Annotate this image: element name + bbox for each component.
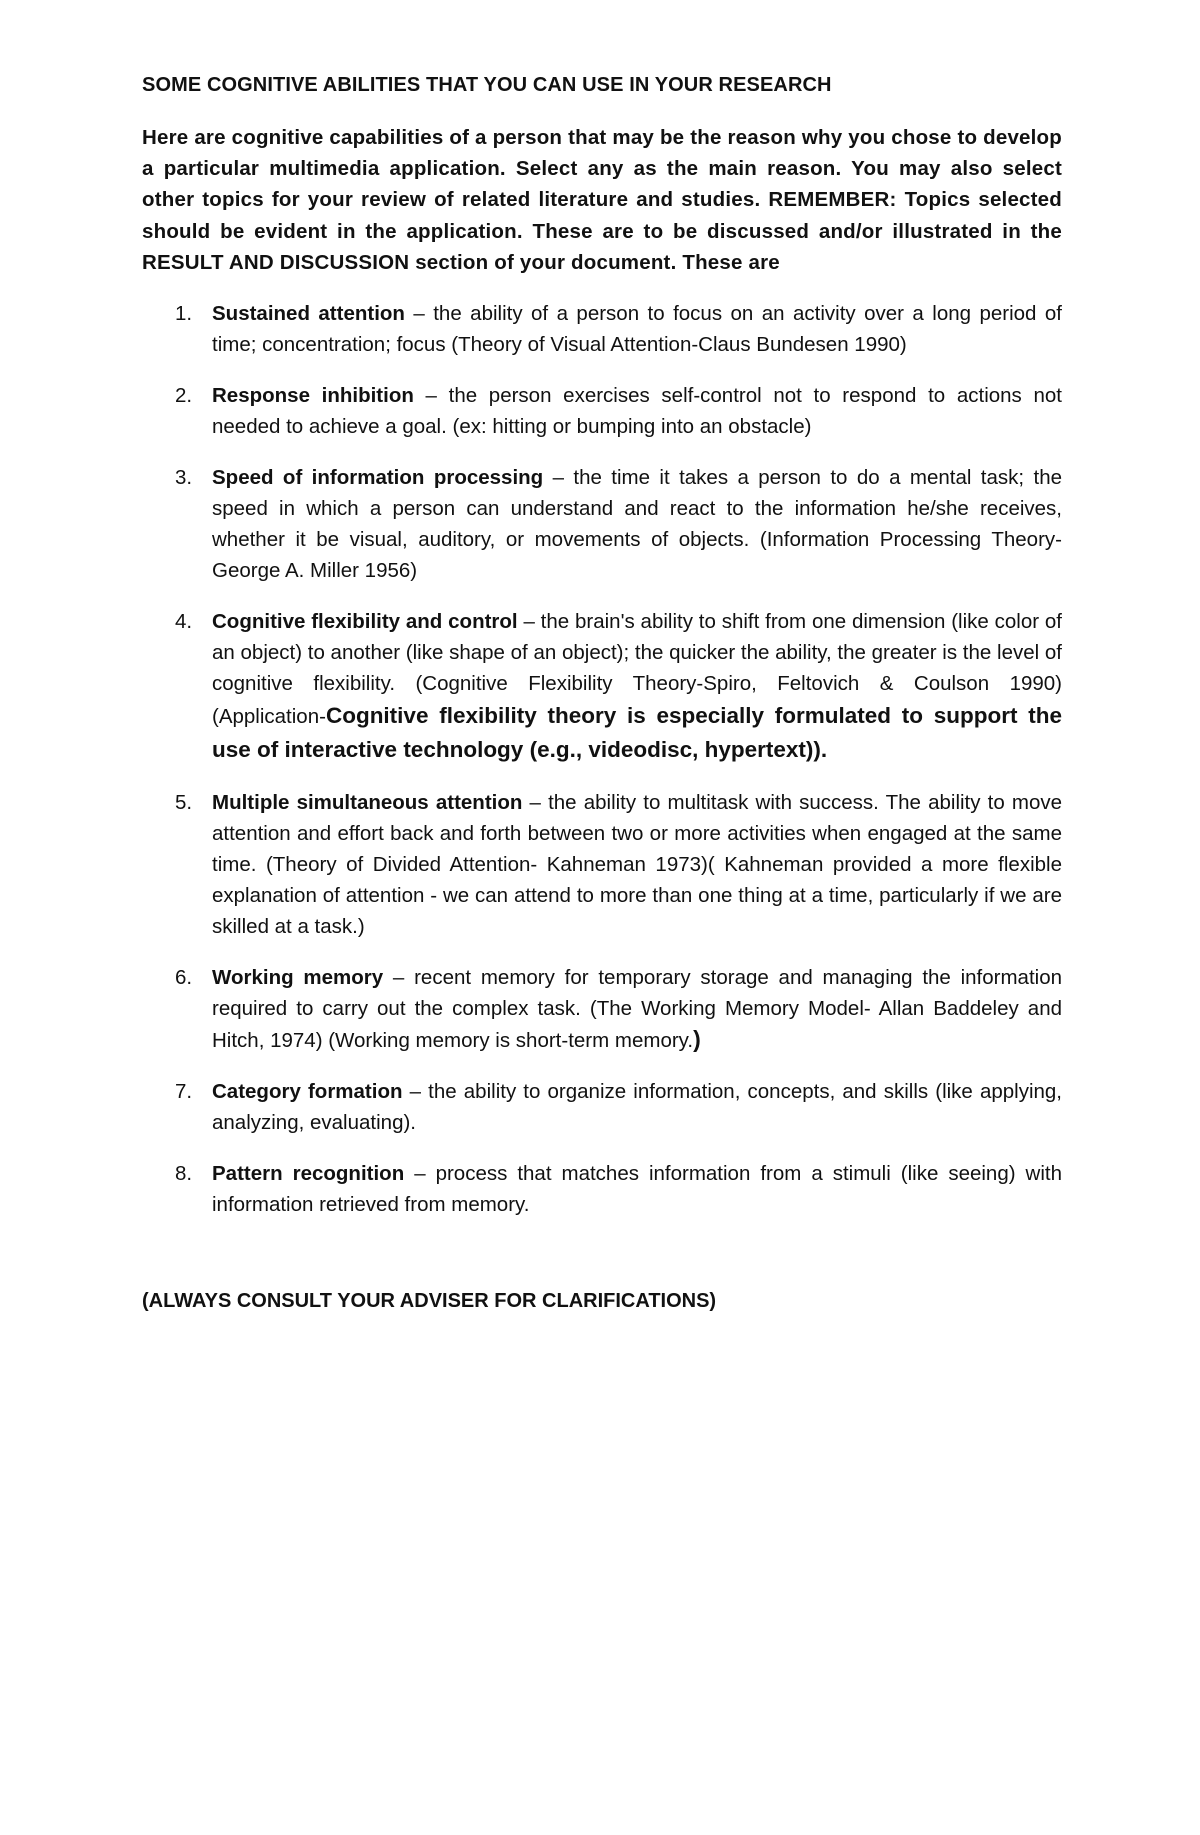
item-term: Multiple simultaneous attention	[212, 791, 523, 815]
item-term: Pattern recognition	[212, 1162, 405, 1186]
item-number: 2.	[175, 384, 193, 408]
intro-paragraph: Here are cognitive capabilities of a person that may be the reason why you chose to develop a particular multimedia application. Select any as the main reason. You may also select other topics for your review of related literature and studies. REMEMBER: Topics selected should be evident in the application. These are to be discussed and/or illustrated in the RESULT AND DISCUSSION section of your document. These are	[142, 126, 1062, 274]
item-description: – the brain's ability to shift from one dimension (like color of an object) to another (like shape of an object); the quicker the ability, the greater is the level of cognitive flexibility. (Cognitive Flexibility Theory-Spiro, Feltovich & Coulson 1990) (Application-	[212, 610, 1062, 729]
item-term: Speed of information processing	[212, 466, 544, 490]
item-description: – the ability to multitask with success. The ability to move attention and effort back and forth between two or more activities when engaged at the same time. (Theory of Divided Attention- Kahneman 1973)( Kahneman provided a more flexible explanation of attention - we can attend to more than one thing at a time, particularly if we are skilled at a task.)	[212, 791, 1063, 939]
list-item	[142, 787, 1062, 942]
item-description: – the time it takes a person to do a mental task; the speed in which a person can understand and react to the information he/she receives, whether it be visual, auditory, or movements of objects. (Information Processing Theory-George A. Miller 1956)	[212, 466, 1062, 583]
item-description: – process that matches information from a stimuli (like seeing) with information retrieved from memory.	[212, 1162, 1062, 1217]
list-item	[142, 1076, 1062, 1138]
item-number: 3.	[175, 466, 193, 490]
item-closing-paren: )	[693, 1026, 701, 1053]
item-number: 6.	[175, 966, 193, 990]
list-item	[142, 298, 1062, 360]
item-emphasis: Cognitive flexibility theory is especially formulated to support the use of interactive technology (e.g., videodisc, hypertext)).	[212, 703, 1062, 763]
item-number: 4.	[175, 610, 193, 634]
item-description: – the ability to organize information, concepts, and skills (like applying, analyzing, evaluating).	[212, 1080, 1063, 1135]
item-description: – recent memory for temporary storage and managing the information required to carry out the complex task. (The Working Memory Model- Allan Baddeley and Hitch, 1974) (Working memory is short-term memory.	[212, 966, 1063, 1053]
item-term: Working memory	[212, 966, 384, 990]
list-item	[142, 1158, 1062, 1220]
item-description: – the ability of a person to focus on an activity over a long period of time; concentration; focus (Theory of Visual Attention-Claus Bundesen 1990)	[212, 302, 1062, 357]
item-number: 1.	[175, 302, 193, 326]
footer-note: (ALWAYS CONSULT YOUR ADVISER FOR CLARIFICATIONS)	[142, 1290, 717, 1313]
list-item	[142, 462, 1062, 586]
item-term: Category formation	[212, 1080, 403, 1104]
item-term: Cognitive flexibility and control	[212, 610, 518, 634]
item-term: Sustained attention	[212, 302, 405, 326]
item-description: – the person exercises self-control not to respond to actions not needed to achieve a goal. (ex: hitting or bumping into an obstacle)	[212, 384, 1062, 439]
list-item	[142, 606, 1062, 767]
item-number: 5.	[175, 791, 193, 815]
document-title: SOME COGNITIVE ABILITIES THAT YOU CAN USE IN YOUR RESEARCH	[142, 74, 832, 96]
abilities-list	[142, 298, 1062, 1220]
list-item	[142, 380, 1062, 442]
list-item	[142, 962, 1062, 1056]
document-content	[142, 70, 1062, 1316]
item-number: 8.	[175, 1162, 193, 1186]
item-term: Response inhibition	[212, 384, 414, 408]
item-number: 7.	[175, 1080, 193, 1104]
